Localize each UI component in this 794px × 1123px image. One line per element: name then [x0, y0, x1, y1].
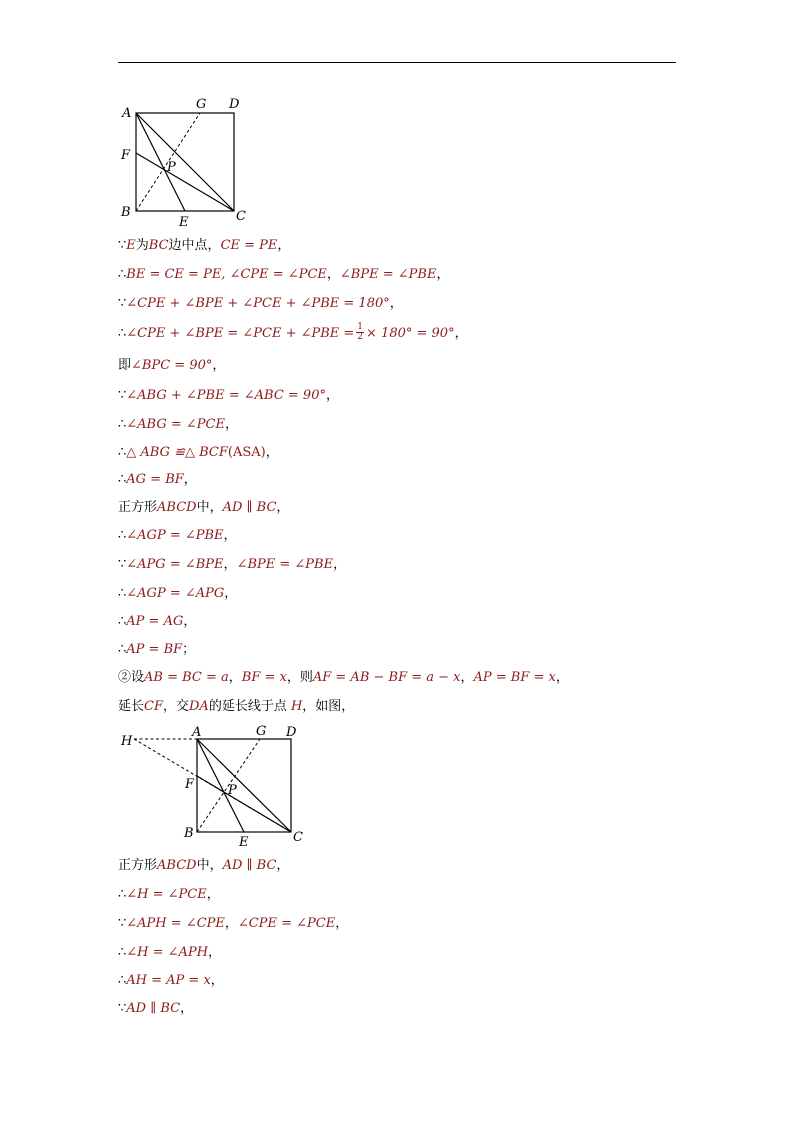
- solution-line-19: ∴∠H = ∠PCE，: [118, 887, 220, 902]
- segment-ae: [136, 113, 185, 211]
- label-b: B: [121, 205, 131, 220]
- solution-line-20: ∵∠APH = ∠CPE，∠CPE = ∠PCE，: [118, 916, 349, 931]
- label-d: D: [229, 97, 240, 112]
- solution-line-12: ∵∠APG = ∠BPE，∠BPE = ∠PBE，: [118, 557, 347, 572]
- label-g-2: G: [256, 724, 267, 739]
- solution-line-6: ∵∠ABG + ∠PBE = ∠ABC = 90°，: [118, 388, 339, 403]
- label-a-2: A: [192, 725, 202, 740]
- segment-fc-2: [197, 776, 291, 832]
- label-d-2: D: [286, 725, 297, 740]
- label-b-2: B: [184, 826, 194, 841]
- label-e-2: E: [239, 835, 249, 850]
- label-h: H: [121, 734, 133, 749]
- solution-line-7: ∴∠ABG = ∠PCE，: [118, 417, 238, 432]
- solution-line-15: ∴AP = BF；: [118, 642, 196, 657]
- solution-line-2: ∴BE = CE = PE, ∠CPE = ∠PCE，∠BPE = ∠PBE，: [118, 267, 450, 282]
- label-c: C: [236, 209, 246, 224]
- header-rule: [118, 62, 676, 63]
- label-c-2: C: [293, 830, 303, 845]
- solution-line-23: ∵AD ∥ BC，: [118, 1001, 194, 1016]
- fraction-one-half: $\frac{1}{2}$: [357, 322, 364, 342]
- solution-line-3: ∵∠CPE + ∠BPE + ∠PCE + ∠PBE = 180°，: [118, 296, 403, 311]
- solution-line-5: 即∠BPC = 90°，: [118, 358, 226, 373]
- solution-line-11: ∴∠AGP = ∠PBE，: [118, 528, 237, 543]
- solution-line-18: 正方形ABCD中，AD ∥ BC，: [118, 858, 290, 873]
- geometry-figure-1: [112, 92, 262, 232]
- geometry-figure-2: [112, 720, 312, 855]
- label-e: E: [179, 215, 189, 230]
- solution-line-1: ∵E为BC边中点，CE = PE，: [118, 238, 291, 253]
- label-f: F: [121, 148, 131, 163]
- solution-line-17: 延长CF，交DA的延长线于点 H，如图，: [118, 699, 355, 714]
- solution-line-10: 正方形ABCD中，AD ∥ BC，: [118, 500, 290, 515]
- label-p-2: P: [228, 783, 237, 798]
- solution-line-21: ∴∠H = ∠APH，: [118, 945, 222, 960]
- label-a: A: [122, 106, 132, 121]
- solution-line-9: ∴AG = BF，: [118, 472, 197, 487]
- segment-ae-2: [197, 739, 244, 832]
- label-f-2: F: [185, 777, 195, 792]
- solution-line-22: ∴AH = AP = x，: [118, 973, 224, 988]
- solution-line-13: ∴∠AGP = ∠APG，: [118, 586, 238, 601]
- solution-line-16: ②设AB = BC = a，BF = x，则AF = AB − BF = a − x，AP = BF = x，: [118, 670, 569, 685]
- diagonal-ac-2: [197, 739, 291, 832]
- solution-line-4: ∴∠CPE + ∠BPE = ∠PCE + ∠PBE = $\frac{1}{2}$ × 180° = 90°，: [118, 322, 468, 342]
- solution-line-8: ∴△ ABG ≌△ BCF(ASA)，: [118, 445, 279, 460]
- solution-line-14: ∴AP = AG，: [118, 614, 197, 629]
- label-g: G: [196, 97, 207, 112]
- label-p: P: [167, 160, 176, 175]
